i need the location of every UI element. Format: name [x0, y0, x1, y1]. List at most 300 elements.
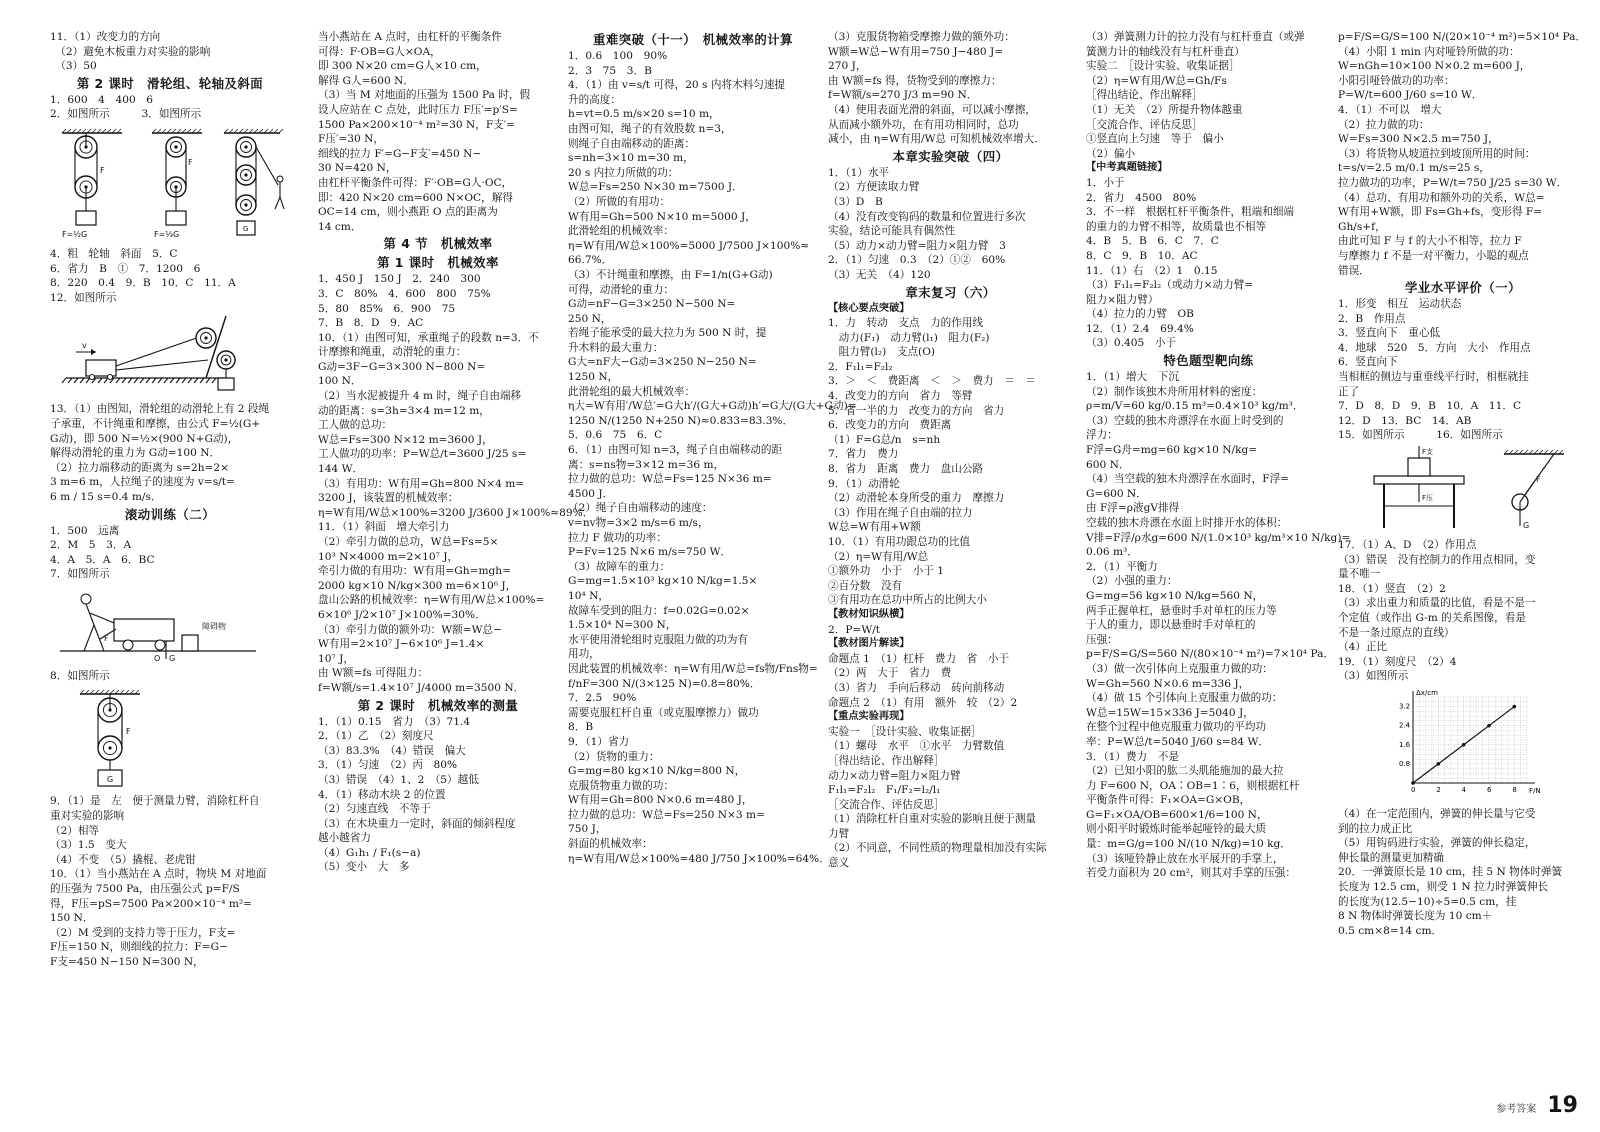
answer-line: （4）不变 （5）撬棍、老虎钳 — [50, 853, 196, 866]
pulley-figures-q2-q3-svg — [56, 125, 286, 243]
answer-line: 8．如图所示 — [50, 669, 110, 682]
section-tag: 【核心要点突破】 — [828, 302, 910, 314]
answer-line: （3）83.3% （4）错误 偏大 — [318, 744, 466, 757]
answer-line: 15．如图所示 16．如图所示 — [1338, 429, 1503, 442]
answer-line: 1．（1）增大 下沉 — [1086, 371, 1179, 384]
x-axis-label: F/N — [1529, 786, 1541, 795]
answer-line: 12．如图所示 — [50, 291, 117, 304]
answer-line: ①竖直向上匀速 等于 偏小 — [1086, 133, 1224, 146]
column-1 — [50, 30, 290, 1105]
person-head — [81, 594, 91, 604]
answer-line: 1．（1）水平 — [828, 166, 890, 179]
answer-line: 若绳子能承受的最大拉力为 500 N 时，提 — [568, 327, 767, 340]
answer-line: 由杠杆平衡条件可得：F′·OB=G人·OC， — [318, 176, 513, 189]
answer-line: ［交流合作、评估反思］ — [1086, 118, 1203, 131]
answer-line: 因此装置的机械效率：η=W有用/W总=fs物/Fns物= — [568, 662, 818, 675]
answer-line: 于人的重力，即以悬垂时手对单杠的 — [1086, 619, 1256, 632]
answer-line: 个定值（或作出 G-m 的关系图像，看是 — [1338, 612, 1526, 624]
answer-line: （3）牵引力做的额外功：W额=W总− — [318, 623, 502, 636]
answer-line: f=W额/s=1.4×10⁷ J/4000 m=3500 N． — [318, 681, 525, 694]
answer-line: 2．P=W/t — [828, 623, 881, 636]
answer-line: 10．（1）当小燕站在 A 点时，物块 M 对地面 — [50, 868, 267, 881]
answer-line: （3）错误 没有控制力的作用点相同，变 — [1338, 553, 1536, 566]
answer-line: 11．（1）右 （2）1 0.15 — [1086, 264, 1218, 277]
answer-line: （2）绳子自由端移动的速度： — [568, 502, 713, 515]
section-heading: 第 4 节 机械效率 — [383, 236, 493, 252]
answer-line: W总=15W=15×336 J=5040 J， — [1086, 706, 1254, 719]
answer-line: 拉力做功的功率，P=W/t=750 J/25 s=30 W． — [1338, 176, 1568, 189]
answer-line: （3）作用在绳子自由端的拉力 — [828, 506, 973, 519]
answer-line: F浮=G舟=mg=60 kg×10 N/kg= — [1086, 444, 1258, 457]
page-number: 19 — [1547, 1093, 1578, 1118]
answer-line: 正了 — [1338, 385, 1360, 398]
force-label-f: F — [188, 157, 193, 167]
answer-line: 13．（1）由图知，滑轮组的动滑轮上有 2 段绳 — [50, 403, 270, 416]
answer-line: G=mg=1.5×10³ kg×10 N/kg=1.5× — [568, 575, 758, 588]
cart-wheel — [123, 640, 133, 650]
answer-line: （2）当水泥被提升 4 m 时，绳子自由端移 — [318, 390, 522, 403]
answer-line: 命题点 1 （1）杠杆 费力 省 小于 — [828, 652, 1010, 665]
obstacle-block — [182, 635, 198, 651]
answer-line: 即：420 N×20 cm=600 N×OC，解得 — [318, 191, 513, 204]
person-head — [277, 176, 283, 182]
answer-line: 则绳子自由端移动的距离： — [568, 137, 696, 150]
answer-line: 5．0.6 75 6．C — [568, 429, 663, 442]
answer-line: 计摩擦和绳重，动滑轮的重力： — [318, 346, 467, 359]
answer-line: G动=nF−G=3×250 N−500 N= — [568, 298, 736, 311]
answer-line: 用功， — [568, 648, 600, 661]
section-heading: 重难突破（十一） 机械效率的计算 — [592, 32, 794, 47]
answer-line: 从而减小额外功，在有用功相同时，总功 — [828, 118, 1019, 131]
answer-line: （2）小强的重力： — [1086, 575, 1178, 588]
answer-line: 3．（1）费力 不是 — [1086, 750, 1179, 763]
answer-line: 减小，由 η=W有用/W总 可知机械效率增大． — [828, 133, 1045, 146]
answer-line: （4）小阳 1 min 内对哑铃所做的功： — [1338, 45, 1520, 58]
answer-line: 细线的拉力 F′=G−F支′=450 N− — [318, 147, 482, 160]
answer-line: （2）偏小 — [1086, 147, 1136, 160]
force-label-f: F — [100, 165, 105, 175]
answer-line: G=mg=80 kg×10 N/kg=800 N， — [568, 765, 746, 778]
answer-line: 10．（1）有用功跟总功的比值 — [828, 536, 971, 548]
answer-line: （3）求出重力和质量的比值，看是不是一 — [1338, 597, 1536, 610]
answer-line: 工人做功的功率：P=W总/t=3600 J/25 s= — [318, 448, 527, 461]
answer-line: 克服货物重力做的功： — [568, 779, 674, 792]
answer-line: （3）弹簧测力计的拉力没有与杠杆垂直（或弹 — [1086, 31, 1305, 43]
answer-line: 1250 N， — [568, 371, 619, 384]
answer-line: 水平使用滑轮组时克服阻力做的功为有 — [568, 633, 749, 646]
answer-line: 需要克服杠杆自重（或克服摩擦力）做功 — [568, 706, 759, 719]
support-force-label: F支 — [1422, 448, 1434, 457]
pulley-figure-q8-svg — [56, 686, 176, 790]
answer-line: 两手正握单杠，悬垂时手对单杠的压力等 — [1086, 604, 1277, 617]
movable-pulley — [98, 736, 122, 760]
spring-chart-figure — [1338, 687, 1588, 803]
answer-line: 2．F₁l₁=F₂l₂ — [828, 360, 893, 373]
answer-line: 8 N 物体时弹簧长度为 10 cm＋ — [1338, 910, 1493, 923]
answer-line: 3200 J，该装置的机械效率： — [318, 492, 459, 505]
answer-line: 18．（1）竖直 （2）2 — [1338, 582, 1446, 595]
answer-line: （2）已知小阳的肱二头肌能施加的最大拉 — [1086, 765, 1284, 778]
weight-label-g: G — [169, 653, 176, 663]
answer-line: 10．（1）由图可知，承重绳子的段数 n=3．不 — [318, 331, 539, 344]
answer-line: 100 N． — [318, 375, 362, 388]
pressure-force-label: F压 — [1422, 494, 1434, 503]
answer-line: 6．（1）由图可知 n=3，绳子自由端移动的距 — [568, 444, 783, 457]
answer-line: 0.06 m³． — [1086, 546, 1138, 559]
answer-line: 则小阳平时锻炼时能举起哑铃的最大质 — [1086, 823, 1267, 836]
y-tick-label: 2.4 — [1399, 721, 1411, 730]
cup-on-table — [1408, 458, 1430, 476]
answer-line: 4．B 5．B 6．C 7．C — [1086, 235, 1219, 248]
section-heading: 第 1 课时 机械效率 — [377, 255, 499, 271]
answer-line: 144 W． — [318, 463, 364, 476]
answer-line: 实验一 ［设计实验、收集证据］ — [828, 725, 982, 738]
data-point — [1411, 781, 1415, 785]
answer-line: 270 J， — [828, 60, 867, 73]
answer-line: （2）拉力端移动的距离为 s=2h=2× — [50, 461, 230, 474]
answer-line: 4．粗 轮轴 斜面 5．C — [50, 247, 178, 260]
answer-line: 设人应站在 C 点处，此时压力 F压′=p′S= — [318, 103, 518, 116]
answer-line: 1．力 转动 支点 力的作用线 — [828, 317, 984, 330]
answer-line: 小阳引哑铃做功的功率： — [1338, 74, 1455, 87]
answer-line: p=F/S=G/S=560 N/(80×10⁻⁴ m²)=7×10⁴ Pa． — [1086, 648, 1335, 661]
answer-line: 解得动滑轮的重力为 G动=100 N． — [50, 447, 221, 460]
answer-line: ③有用功在总功中所占的比例大小 — [828, 594, 987, 607]
answer-line: 压强： — [1086, 633, 1118, 646]
answer-line: （2）动滑轮本身所受的重力 摩擦力 — [828, 492, 1005, 505]
answer-line: 30 N=420 N， — [318, 162, 397, 175]
y-tick-label: 1.6 — [1399, 740, 1411, 749]
answer-line: F₁l₁=F₂l₂ F₁/F₂=l₂/l₁ — [828, 784, 941, 797]
table-ball-figures-q15-q16 — [1338, 446, 1588, 534]
answer-line: 由此可知 F 与 f 的大小不相等，拉力 F — [1338, 235, 1522, 248]
gravity-label-g: G — [1523, 521, 1530, 531]
x-tick-label: 2 — [1436, 785, 1441, 794]
answer-line: 12．D 13．BC 14．AB — [1338, 414, 1472, 427]
answer-line: （3）做一次引体向上克服重力做的功： — [1086, 662, 1273, 675]
data-point — [1513, 705, 1517, 709]
load-block — [76, 211, 96, 225]
section-heading: 第 2 课时 机械效率的测量 — [357, 697, 519, 713]
answer-line: W额=W总−W有用=750 J−480 J= — [828, 45, 1004, 58]
answer-line: （5）用钩码进行实验，弹簧的伸长稳定， — [1338, 837, 1536, 850]
answer-line: 8．C 9．B 10．AC — [1086, 249, 1198, 262]
velocity-label: v — [82, 341, 87, 351]
answer-line: （4）G₁h₁ / F₁(s−a) — [318, 846, 421, 859]
answer-line: s=nh=3×10 m=30 m， — [568, 152, 694, 165]
answer-line: 9．（1）动滑轮 — [828, 477, 900, 490]
answer-line: W=nGh=10×100 N×0.2 m=600 J， — [1338, 60, 1531, 73]
pulley-figure-q8 — [50, 686, 290, 790]
answer-line: 盘山公路的机械效率：η=W有用/W总×100%= — [318, 594, 545, 607]
answer-line: p=F/S=G/S=100 N/(20×10⁻⁴ m²)=5×10⁴ Pa． — [1338, 31, 1587, 43]
answer-line: 1．小于 — [1086, 176, 1125, 189]
answer-line: 2．如图所示 3．如图所示 — [50, 108, 202, 121]
answer-line: 2．M 5 3．A — [50, 539, 132, 552]
answer-line: 0.5 cm×8=14 cm． — [1338, 924, 1443, 937]
answer-line: 1250 N/(1250 N+250 N)≈0.833=83.3%． — [568, 414, 794, 427]
answer-line: 8．220 0.4 9．B 10．C 11．A — [50, 277, 236, 290]
section-heading: 第 2 课时 滑轮组、轮轴及斜面 — [76, 75, 264, 91]
y-tick-label: 3.2 — [1399, 702, 1411, 711]
cart-wheel — [108, 375, 113, 380]
ceiling-hatch — [224, 129, 283, 133]
answer-line: 6．改变力的方向 费距离 — [828, 419, 952, 432]
rope — [256, 147, 278, 185]
answer-line: 量不唯一 — [1338, 568, 1381, 581]
answer-line: 6×10⁶ J/2×10⁷ J×100%=30%． — [318, 608, 486, 621]
answer-line: 7．2.5 90% — [568, 692, 637, 705]
answer-line: 长度为 12.5 cm，则受 1 N 拉力时弹簧伸长 — [1338, 880, 1549, 893]
x-tick-label: 0 — [1411, 785, 1416, 794]
answer-line: f/nF=300 N/(3×125 N)=0.8=80%． — [568, 677, 761, 690]
answer-line: η大=W有用′/W总′=G大h′/(G大+G动)h′=G大/(G大+G动)= — [568, 400, 857, 413]
answer-line: W总=W有用+W额 — [828, 521, 921, 534]
answer-line: 的长度为(12.5−10)÷5=0.5 cm，挂 — [1338, 895, 1517, 908]
formula-half-g: F=½G — [62, 229, 88, 239]
obstacle-label: 障碍物 — [202, 621, 226, 631]
answer-line: 4．A 5．A 6．BC — [50, 553, 155, 566]
answer-line: 即 300 N×20 cm=G人×10 cm， — [318, 60, 487, 73]
answer-line: 1.5×10⁴ N=300 N， — [568, 619, 677, 632]
answer-line: 600 N． — [1086, 458, 1130, 471]
section-heading: 本章实验突破（四） — [892, 148, 1009, 164]
answer-line: 3．竖直向下 重心低 — [1338, 327, 1441, 340]
answer-line: 阻力×阻力臂） — [1086, 293, 1159, 306]
fixed-pulley — [166, 137, 186, 157]
page-footer — [1496, 1093, 1578, 1118]
answer-line: 浮力： — [1086, 429, 1118, 442]
force-label-f: F — [126, 727, 131, 737]
answer-line: 平衡条件可得：F₁×OA=G×OB， — [1086, 794, 1251, 807]
answer-line: （2）不同意，不同性质的物理量相加没有实际 — [828, 842, 1047, 855]
section-heading: 特色题型靶向练 — [1163, 353, 1254, 369]
pulley-cart-figure-q12-svg — [56, 308, 266, 398]
answer-line: 空载的独木舟漂在水面上时排开水的体积： — [1086, 517, 1288, 529]
answer-line: 750 J， — [568, 823, 607, 836]
movable-pulley — [217, 351, 235, 369]
cart-wheel — [90, 375, 95, 380]
answer-line: 6．竖直向下 — [1338, 356, 1398, 369]
answer-line: 伸长量的测量更加精确 — [1338, 851, 1444, 864]
answer-line: ①额外功 小于 小于 1 — [828, 565, 945, 578]
answer-line: （1）F=G总/n s=nh — [828, 433, 941, 446]
load-block — [166, 211, 186, 225]
answer-line: （1）消除杠杆自重对实验的影响且便于测量 — [828, 813, 1037, 826]
answer-line: 2．3 75 3．B — [568, 64, 652, 77]
answer-line: （4）当空载的独木舟漂浮在水面时，F浮= — [1086, 473, 1290, 486]
answer-line: ［交流合作、评估反思］ — [828, 798, 945, 811]
pulley-figures-q2-q3 — [50, 125, 290, 243]
answer-line: 在整个过程中他克服重力做功的平均功 — [1086, 721, 1267, 734]
movable-pulley — [236, 195, 256, 215]
answer-line: V排=F浮/ρ水g=600 N/(1.0×10³ kg/m³×10 N/kg)= — [1086, 531, 1351, 544]
force-label-f: F — [104, 633, 109, 643]
answer-line: 当相框的侧边与重垂线平行时，相框就挂 — [1338, 371, 1529, 384]
answer-line: （5）变小 大 多 — [318, 861, 410, 874]
answer-line: （3）空载的独木舟漂浮在水面上时受到的 — [1086, 414, 1284, 427]
answer-line: （2）η=W有用/W总=Gh/Fs — [1086, 74, 1227, 87]
answer-line: （2）所做的有用功： — [568, 195, 671, 208]
answer-line: W有用=2×10⁷ J−6×10⁶ J=1.4× — [318, 638, 485, 651]
ceiling-hatch — [62, 129, 122, 133]
answer-line: 故障车受到的阻力：f=0.02G=0.02× — [568, 604, 750, 617]
section-tag: 【中考真题链接】 — [1086, 162, 1168, 174]
answer-line: 不是一条过原点的直线） — [1338, 626, 1455, 639]
fixed-pulley — [196, 328, 216, 348]
answer-line: 错误． — [1338, 264, 1370, 277]
answer-line: （3）1.5 变大 — [50, 839, 127, 852]
answer-line: 5．80 85% 6．900 75 — [318, 302, 456, 315]
data-point — [1487, 724, 1491, 728]
answer-line: G大=nF大−G动=3×250 N−250 N= — [568, 356, 757, 369]
answer-line: ［得出结论、作出解释］ — [828, 754, 945, 767]
hanging-weight — [218, 378, 234, 390]
answer-line: 可得，动滑轮的重力： — [568, 283, 674, 296]
column-6 — [1338, 30, 1588, 1105]
answer-line: 拉力做的总功：W总=Fs=250 N×3 m= — [568, 808, 765, 821]
answer-line: 得，F压=pS=7500 Pa×200×10⁻⁴ m²= — [50, 897, 253, 910]
y-tick-label: 0.8 — [1399, 759, 1411, 768]
answer-line: （1）螺母 水平 ①水平 力臂数值 — [828, 740, 1005, 753]
answer-line: （2）牵引力做的总功，W总=Fs=5× — [318, 536, 499, 548]
answer-line: 3．＞ ＜ 费距离 ＜ ＞ 费力 ＝ ＝ — [828, 375, 1037, 388]
answer-line: 的压强为 7500 Pa，由压强公式 p=F/S — [50, 883, 240, 896]
answer-line: 3．C 80% 4．600 800 75% — [318, 287, 491, 300]
answer-line: f=W额/s=270 J/3 m=90 N． — [828, 89, 978, 102]
answer-line: G动=3F−G=3×300 N−800 N= — [318, 360, 486, 373]
answer-line: 7．B 8．D 9．AC — [318, 317, 424, 330]
cart-body — [86, 360, 116, 376]
answer-line: 14 cm． — [318, 220, 362, 233]
answer-line: t=s/v=2.5 m/0.1 m/s=25 s， — [1338, 162, 1490, 175]
answer-line: 150 N． — [50, 912, 94, 925]
x-tick-label: 4 — [1461, 785, 1467, 794]
answer-line: ②百分数 没有 — [828, 579, 903, 592]
answer-line: （3）50 — [50, 60, 97, 73]
answer-line: OC=14 cm，则小燕距 O 点的距离为 — [318, 206, 498, 219]
answer-line: （2）拉力做的功： — [1338, 118, 1430, 131]
answer-line: Gh/s+f， — [1338, 220, 1386, 233]
answer-line: （2）制作该独木舟所用材料的密度： — [1086, 385, 1263, 398]
formula-third-g: F=⅓G — [154, 229, 180, 239]
answer-line: 意义 — [828, 857, 850, 870]
answer-line: 12．（1）2.4 69.4% — [1086, 322, 1194, 335]
answer-line: （2）两 大于 省力 费 — [828, 667, 952, 680]
answer-line: 命题点 2 （1）有用 额外 较 （2）2 — [828, 696, 1018, 709]
lever-cart-figure-q7-svg — [56, 585, 276, 665]
answer-line: （2）方便读取力臂 — [828, 181, 920, 194]
answer-line: 17．（1）A、D （2）作用点 — [1338, 539, 1477, 552]
answer-line: 19．（1）刻度尺 （2）4 — [1338, 655, 1457, 668]
answer-line: 此滑轮组的最大机械效率： — [568, 385, 696, 398]
x-tick-label: 6 — [1487, 785, 1492, 794]
answer-line: （5）动力×动力臂=阻力×阻力臂 3 — [828, 239, 1006, 252]
answer-line: G=F₁×OA/OB=600×1/6=100 N， — [1086, 808, 1268, 821]
answer-line: 由图可知，绳子的有效股数 n=3， — [568, 122, 732, 135]
section-heading: 滚动训练（二） — [124, 506, 216, 522]
answer-line: 簧测力计的轴线没有与杠杆垂直） — [1086, 45, 1245, 58]
answer-line: 拉力做的总功：W总=Fs=125 N×36 m= — [568, 473, 772, 486]
answer-line: 动力×动力臂=阻力×阻力臂 — [828, 769, 961, 782]
spring-extension-chart — [1383, 687, 1543, 803]
answer-line: η=W有用/W总×100%=480 J/750 J×100%=64%． — [568, 852, 830, 865]
ceiling-hatch — [80, 690, 140, 694]
data-point — [1462, 743, 1466, 747]
answer-line: η=W有用/W总×100%=3200 J/3600 J×100%≈89%． — [318, 506, 594, 519]
answer-line: 与摩擦力 f 不是一对平衡力，小聪的观点 — [1338, 249, 1529, 262]
answer-line: W总=Fs=250 N×30 m=7500 J． — [568, 181, 743, 194]
answer-line: 若受力面积为 20 cm²，则其对手掌的压强： — [1086, 867, 1296, 880]
cart-box — [114, 619, 174, 641]
answer-line: 升的高度： — [568, 93, 621, 106]
answer-line: 可得：F·OB=G人×OA， — [318, 45, 441, 58]
answer-line: P=W/t=600 J/60 s=10 W． — [1338, 89, 1483, 102]
answer-line: 由 W额=fs 可得阻力： — [318, 667, 429, 680]
answer-line: 1．形变 相互 运动状态 — [1338, 298, 1462, 311]
answer-line: （4）总功、有用功和额外功的关系，W总= — [1338, 191, 1545, 204]
answer-line: 8．B — [568, 721, 594, 734]
answer-line: 2．（1）乙 （2）刻度尺 — [318, 730, 434, 743]
ceiling-hatch — [1504, 450, 1564, 454]
answer-line: 10⁴ N， — [568, 589, 609, 602]
answer-line: （3）在木块重力一定时，斜面的倾斜程度 — [318, 817, 516, 830]
answer-line: 解得 G人=600 N． — [318, 74, 414, 87]
answer-line: 动的距离：s=3h=3×4 m=12 m， — [318, 404, 490, 417]
answer-line: （2）货物的重力： — [568, 750, 660, 763]
answer-line: （3）0.405 小于 — [1086, 337, 1177, 350]
answer-line: 由 F浮=ρ液gV排得 — [1086, 502, 1180, 515]
answer-line: 离：s=ns物=3×12 m=36 m， — [568, 458, 725, 471]
answer-line: F支=450 N−150 N=300 N， — [50, 956, 204, 968]
answer-line: （2）相等 — [50, 824, 100, 837]
answer-line: （3）如图所示 — [1338, 670, 1409, 683]
answer-line: G=600 N． — [1086, 487, 1147, 500]
answer-line: P=Fv=125 N×6 m/s=750 W． — [568, 546, 732, 559]
answer-line: W总=Fs=300 N×12 m=3600 J， — [318, 433, 493, 446]
answer-line: 力臂 — [828, 827, 850, 840]
answer-line: 1．0.6 100 90% — [568, 50, 668, 62]
answer-line: 2000 kg×10 N/kg×300 m=6×10⁶ J， — [318, 579, 517, 592]
answer-line: 7．省力 费力 — [828, 448, 899, 461]
data-point — [1437, 762, 1441, 766]
answer-line: （4）在一定范围内，弹簧的伸长量与它受 — [1338, 807, 1536, 820]
answer-line: 11．（1）斜面 增大牵引力 — [318, 521, 450, 534]
answer-line: （3）当 M 对地面的压强为 1500 Pa 时，假 — [318, 89, 531, 102]
weight-label-g: G — [107, 775, 114, 785]
answer-line: （3）将货物从坡道拉到坡顶所用的时间： — [1338, 147, 1536, 160]
answer-line: W=Fs=300 N×2.5 m=750 J， — [1338, 133, 1499, 146]
answer-line: 1500 Pa×200×10⁻⁴ m²=30 N，F支′= — [318, 118, 516, 131]
answer-line: ρ=m/V=60 kg/0.15 m³=0.4×10³ kg/m³． — [1086, 400, 1304, 413]
tension-label-f: F — [1536, 475, 1541, 485]
answer-line: 9．（1）省力 — [568, 735, 630, 748]
answer-line: G=mg=56 kg×10 N/kg=560 N， — [1086, 589, 1264, 602]
fixed-pulley — [236, 137, 256, 157]
pivot-label-o: O — [154, 653, 161, 663]
fixed-pulley — [236, 165, 256, 185]
answer-line: 4．改变力的方向 省力 等臂 — [828, 390, 973, 403]
answer-line: 4．（1）不可以 增大 — [1338, 103, 1442, 116]
answer-line: （3）F₁l₁=F₂l₂（或动力×动力臂= — [1086, 279, 1254, 292]
answer-line: W有用=Gh=500 N×10 m=5000 J， — [568, 210, 756, 223]
answer-line: （4）使用表面光滑的斜面，可以减小摩擦， — [828, 103, 1037, 116]
section-tag: 【教材知识纵横】 — [828, 608, 910, 620]
lever-cart-figure-q7 — [50, 585, 290, 665]
answer-line: 斜面的机械效率： — [568, 838, 653, 851]
answer-line: 7．如图所示 — [50, 568, 110, 581]
answer-line: F压′=30 N， — [318, 133, 384, 146]
